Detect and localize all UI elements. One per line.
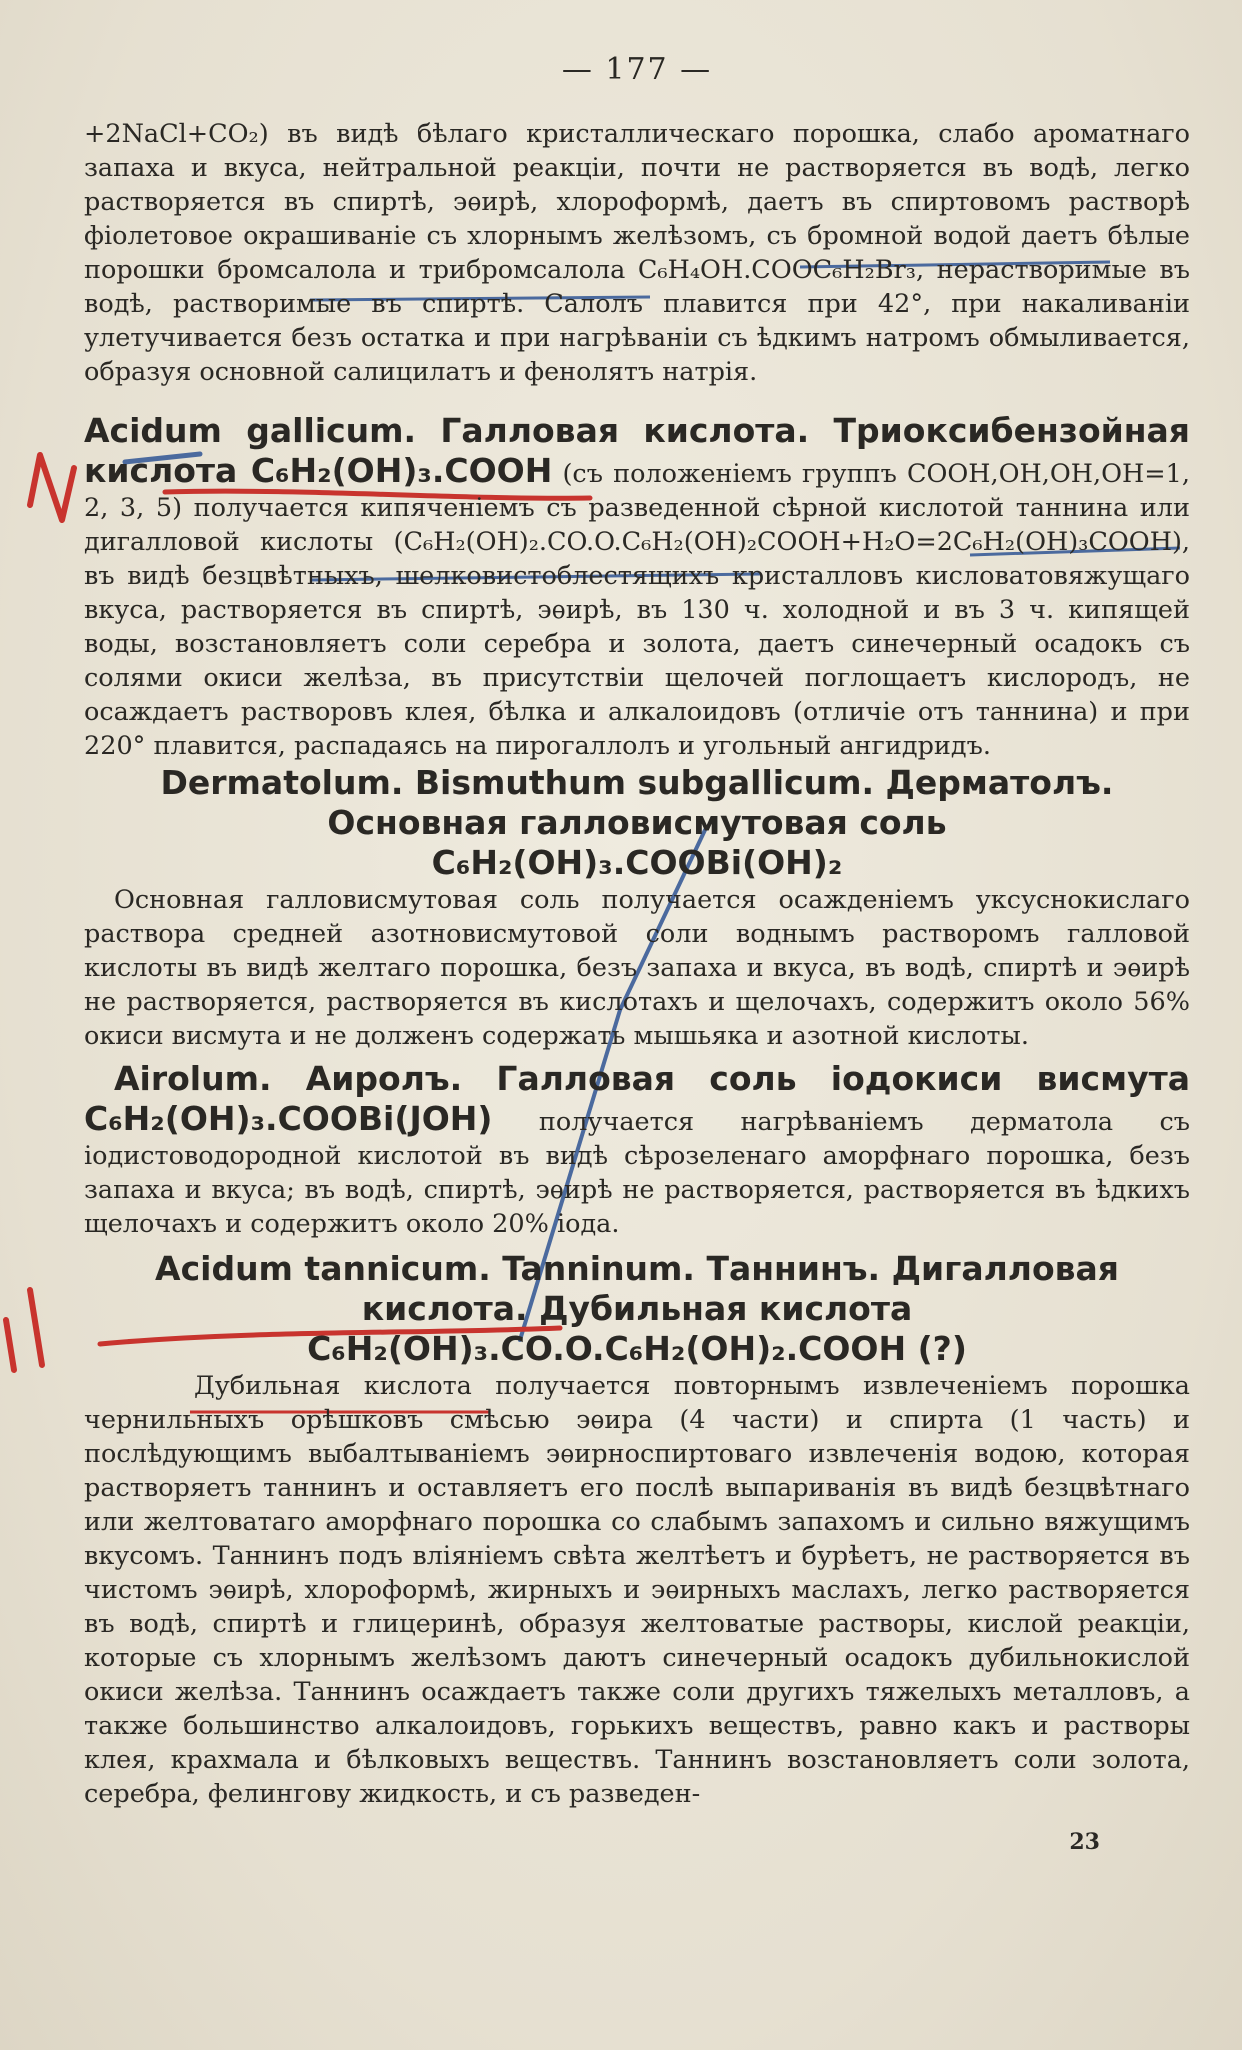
- dermatol-heading-line-1: Dermatolum. Bismuthum subgallicum. Дерматолъ.: [160, 763, 1114, 802]
- tannin-text: Дубильная кислота получается повторнымъ извлеченіемъ порошка чернильныхъ орѣшковъ смѣсью эѳира (4 части) и спирта (1 часть) и послѣдующимъ выбалтываніемъ эѳирноспиртоваго извлеченія водою, которая растворяетъ таннинъ и оставляетъ его послѣ выпариванія въ видѣ безцвѣтнаго или желтоватаго аморфнаго порошка со слабымъ запахомъ и сильно вяжущимъ вкусомъ. Таннинъ подъ вліяніемъ свѣта желтѣетъ и бурѣетъ, не растворяется въ чистомъ эѳирѣ, хлороформѣ, жирныхъ и эѳирныхъ маслахъ, легко растворяется въ водѣ, спиртѣ и глицеринѣ, образуя желтоватые растворы, кислой реакціи, которые съ хлорнымъ желѣзомъ даютъ синечерный осадокъ дубильнокислой окиси желѣза. Таннинъ осаждаетъ также соли другихъ тяжелыхъ металловъ, а также большинство алкалоидовъ, горькихъ веществъ, равно какъ и растворы клея, крахмала и бѣлковыхъ веществъ. Таннинъ возстановляетъ соли золота, серебра, фелингову жидкость, и съ разведен-: [84, 1371, 1190, 1809]
- dermatol-heading-formula: C₆H₂(OH)₃.COOBi(OH)₂: [431, 843, 843, 882]
- red-margin-mark-double-line-1: [6, 1320, 14, 1370]
- tannin-heading-formula: C₆H₂(OH)₃.CO.O.C₆H₂(OH)₂.COOH (?): [307, 1329, 967, 1368]
- text-column: [84, 40, 1190, 1855]
- dermatol-heading-line-2: Основная галловисмутовая соль: [327, 803, 947, 842]
- gallic-text: (съ положеніемъ группъ COOH,OH,OH,OH=1, 2, 3, 5) получается кипяченіемъ съ разведенной сѣрной кислотой таннина или дигалловой кислоты (C₆H₂(OH)₂.CO.O.C₆H₂(OH)₂COOH+H₂O=2C₆H₂(OH)₃COOH), въ видѣ безцвѣтныхъ, шелковистоблестящихъ кристалловъ кисловатовяжущаго вкуса, растворяется въ спиртѣ, эѳирѣ, въ 130 ч. холодной и въ 3 ч. кипящей воды, возстановляетъ соли серебра и золота, даетъ синечерный осадокъ съ солями окиси желѣза, въ присутствіи щелочей поглощаетъ кислородъ, не осаждаетъ растворовъ клея, бѣлка и алкалоидовъ (отличіе отъ таннина) и при 220° плавится, распадаясь на пирогаллолъ и угольный ангидридъ.: [84, 459, 1190, 761]
- airol-heading: Airolum. Аиролъ. Галловая соль іодокиси висмута C₆H₂(OH)₃.COOBi(JOH): [84, 1059, 1190, 1138]
- page-number: — 177 —: [561, 52, 713, 87]
- red-margin-mark-double-line-2: [30, 1290, 42, 1365]
- red-margin-mark-n: [30, 455, 74, 520]
- gallic-section: [84, 411, 1190, 763]
- signature-mark: 23: [1069, 1829, 1100, 1855]
- airol-text: получается нагрѣваніемъ дерматола съ іодистоводородной кислотой въ видѣ сѣрозеленаго аморфнаго порошка, безъ запаха и вкуса; въ водѣ, спиртѣ, эѳирѣ не растворяется, растворяется въ ѣдкихъ щелочахъ и содержитъ около 20% іода.: [84, 1107, 1191, 1239]
- dermatol-text: Основная галловисмутовая соль получается осажденіемъ уксуснокислаго раствора средней азотновисмутовой соли воднымъ растворомъ галловой кислоты въ видѣ желтаго порошка, безъ запаха и вкуса, въ водѣ, спиртѣ и эѳирѣ не растворяется, растворяется въ кислотахъ и щелочахъ, содержитъ около 56% окиси висмута и не долженъ содержать мышьяка и азотной кислоты.: [84, 885, 1190, 1051]
- intro-paragraph: +2NaCl+CO₂) въ видѣ бѣлаго кристаллическаго порошка, слабо ароматнаго запаха и вкуса, нейтральной реакціи, почти не растворяется въ водѣ, легко растворяется въ спиртѣ, эѳирѣ, хлороформѣ, даетъ въ спиртовомъ растворѣ фіолетовое окрашиваніе съ хлорнымъ желѣзомъ, съ бромной водой даетъ бѣлые порошки бромсалола и трибромсалола C₆H₄OH.COOC₆H₂Br₃, нерастворимые въ водѣ, растворимые въ спиртѣ. Салолъ плавится при 42°, при накаливаніи улетучивается безъ остатка и при нагрѣваніи съ ѣдкимъ натромъ обмыливается, образуя основной салицилатъ и фенолятъ натрія.: [84, 119, 1190, 387]
- tannin-heading-line-1: Acidum tannicum. Tanninum. Таннинъ. Дигалловая кислота. Дубильная кислота: [155, 1249, 1119, 1328]
- airol-section: [84, 1059, 1190, 1241]
- gallic-heading: Acidum gallicum. Галловая кислота. Триоксибензойная кислота C₆H₂(OH)₃.COOH: [84, 411, 1190, 490]
